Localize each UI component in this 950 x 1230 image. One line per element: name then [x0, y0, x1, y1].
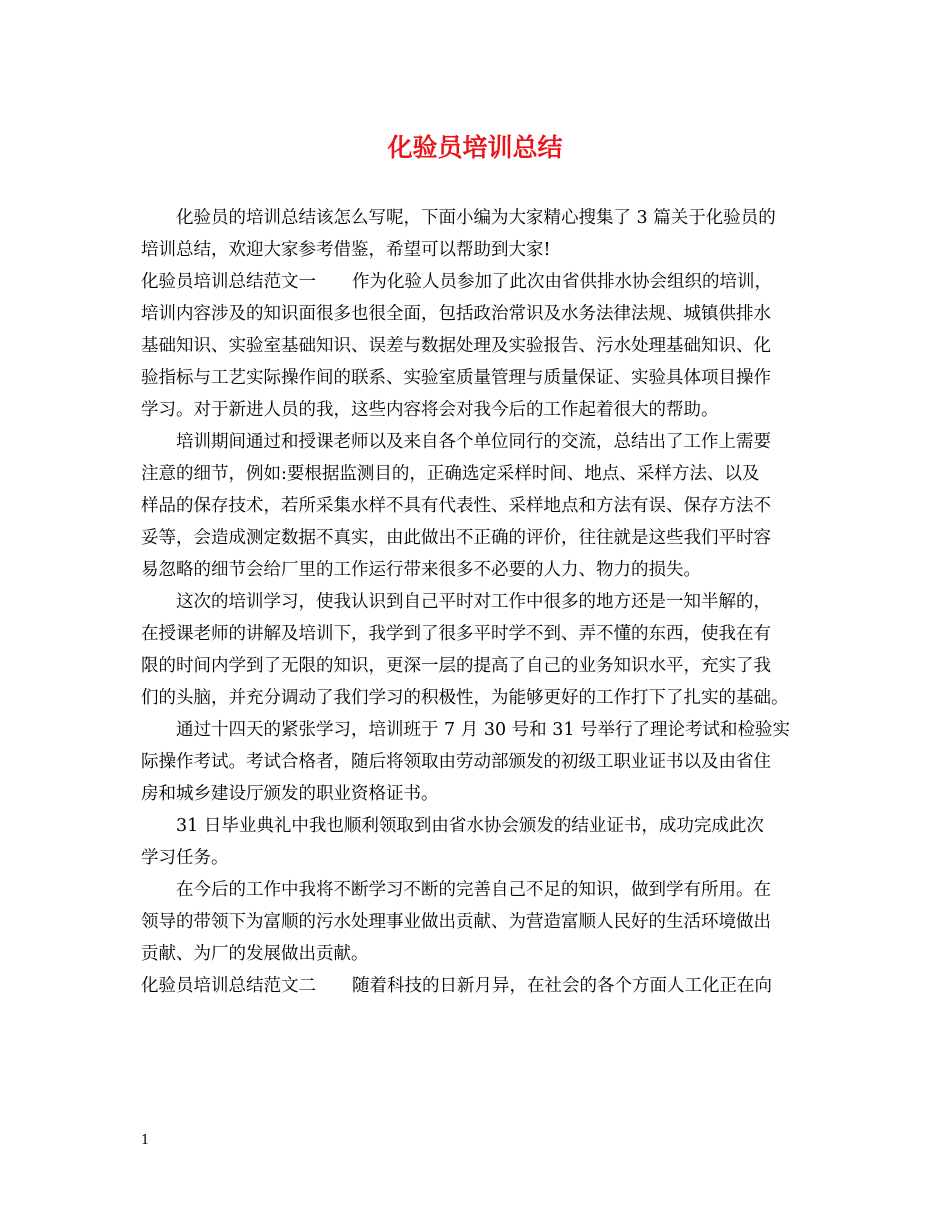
- text-line: [141, 458, 821, 490]
- line-text: 培训内容涉及的知识面很多也很全面，包括政治常识及水务法律法规、城镇供排水: [141, 304, 771, 324]
- text-line: [141, 650, 821, 682]
- line-text: 房和城乡建设厅颁发的职业资格证书。: [141, 784, 439, 804]
- text-line: [141, 618, 821, 650]
- section-heading: 化验员培训总结范文二: [141, 976, 316, 996]
- section-heading: 化验员培训总结范文一: [141, 272, 316, 292]
- line-text: 基础知识、实验室基础知识、误差与数据处理及实验报告、污水处理基础知识、化: [141, 336, 771, 356]
- text-line: [141, 426, 821, 458]
- line-text: 在授课老师的讲解及培训下，我学到了很多平时学不到、弄不懂的东西，使我在有: [141, 624, 771, 644]
- body-text: [141, 202, 821, 1002]
- line-text: 通过十四天的紧张学习，培训班于 7 月 30 号和 31 号举行了理论考试和检验实: [176, 720, 791, 740]
- text-line: [141, 874, 821, 906]
- text-line: [141, 938, 821, 970]
- line-text: 31 日毕业典礼中我也顺利领取到由省水协会颁发的结业证书，成功完成此次: [176, 816, 764, 836]
- line-text: 学习。对于新进人员的我，这些内容将会对我今后的工作起着很大的帮助。: [141, 400, 719, 420]
- line-text: 妥等，会造成测定数据不真实，由此做出不正确的评价，往往就是这些我们平时容: [141, 528, 771, 548]
- text-line: [141, 842, 821, 874]
- text-line: [141, 586, 821, 618]
- text-line: [141, 682, 821, 714]
- line-text: 作为化验人员参加了此次由省供排水协会组织的培训，: [352, 272, 772, 292]
- line-text: 培训总结，欢迎大家参考借鉴，希望可以帮助到大家!: [141, 240, 551, 260]
- text-line: [141, 714, 821, 746]
- line-text: 限的时间内学到了无限的知识，更深一层的提高了自己的业务知识水平，充实了我: [141, 656, 771, 676]
- text-line: [141, 490, 821, 522]
- text-line: [141, 778, 821, 810]
- text-line: [141, 362, 821, 394]
- line-text: 贡献、为厂的发展做出贡献。: [141, 944, 369, 964]
- line-text: 化验员的培训总结该怎么写呢，下面小编为大家精心搜集了 3 篇关于化验员的: [176, 208, 776, 228]
- text-line: [141, 522, 821, 554]
- line-text: 学习任务。: [141, 848, 229, 868]
- line-text: 验指标与工艺实际操作间的联系、实验室质量管理与质量保证、实验具体项目操作: [141, 368, 771, 388]
- text-line: [141, 202, 821, 234]
- line-text: 这次的培训学习，使我认识到自己平时对工作中很多的地方还是一知半解的，: [176, 592, 771, 612]
- line-text: 随着科技的日新月异，在社会的各个方面人工化正在向: [352, 976, 772, 996]
- page-title: 化验员培训总结: [387, 133, 563, 162]
- line-text: 培训期间通过和授课老师以及来自各个单位同行的交流，总结出了工作上需要: [176, 432, 771, 452]
- line-text: 们的头脑，并充分调动了我们学习的积极性，为能够更好的工作打下了扎实的基础。: [141, 688, 789, 708]
- text-line: [141, 298, 821, 330]
- text-line: [141, 330, 821, 362]
- line-text: 际操作考试。考试合格者，随后将领取由劳动部颁发的初级工职业证书以及由省住: [141, 752, 771, 772]
- line-text: 样品的保存技术，若所采集水样不具有代表性、采样地点和方法有误、保存方法不: [141, 496, 771, 516]
- text-line: [141, 906, 821, 938]
- text-line: [141, 746, 821, 778]
- text-line: [141, 810, 821, 842]
- text-line: [141, 554, 821, 586]
- line-text: 易忽略的细节会给厂里的工作运行带来很多不必要的人力、物力的损失。: [141, 560, 701, 580]
- page-number: 1: [141, 1133, 150, 1148]
- text-line: [141, 234, 821, 266]
- text-line: [141, 394, 821, 426]
- line-text: 在今后的工作中我将不断学习不断的完善自己不足的知识，做到学有所用。在: [176, 880, 771, 900]
- line-text: 注意的细节，例如:要根据监测目的，正确选定采样时间、地点、采样方法、以及: [141, 464, 760, 484]
- line-text: 领导的带领下为富顺的污水处理事业做出贡献、为营造富顺人民好的生活环境做出: [141, 912, 771, 932]
- section-heading-line: [141, 970, 821, 1002]
- section-heading-line: [141, 266, 821, 298]
